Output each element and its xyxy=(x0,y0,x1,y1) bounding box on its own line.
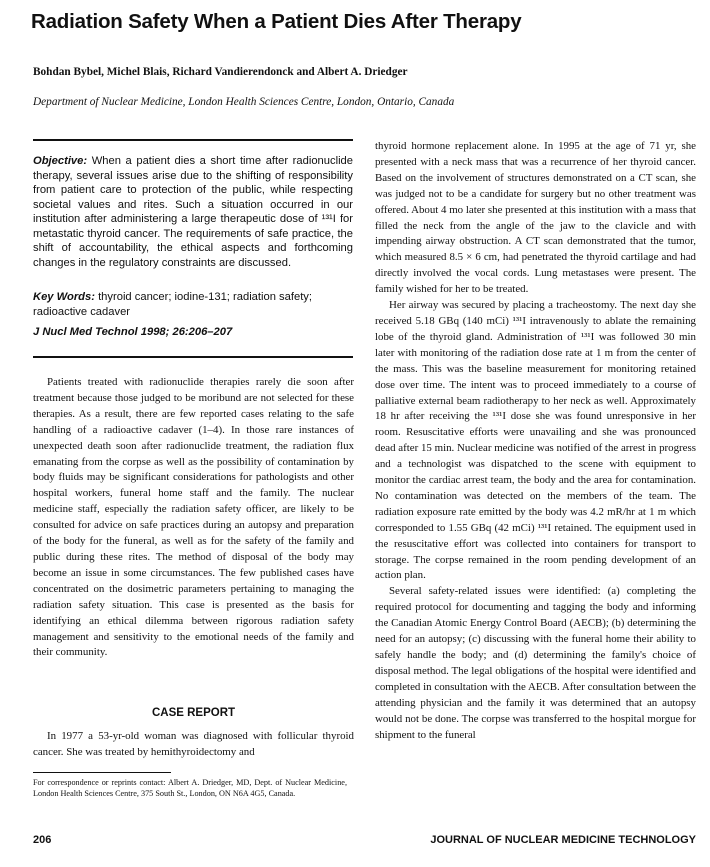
footnote-rule xyxy=(33,772,171,773)
body-paragraph: Several safety-related issues were identified: (a) completing the required protocol for documenting and tagging the body and informing the Canadian Atomic Energy Control Board (AECB); (b) determining the need for an autopsy; (c) discussing with the funeral home their ability to safely handle the body; and (d) determining the family's choice of disposal method. The legal obligations of the hospital were identified and completed in consultation with the AECB. After consultation between the attending physician and the family it was determined that an autopsy would not be done. The corpse was transferred to the hospital morgue for shipment to the funeral xyxy=(375,585,696,741)
case-report-section xyxy=(33,729,354,761)
abstract-bottom-rule xyxy=(33,356,353,358)
objective-label: Objective: xyxy=(33,155,88,167)
abstract-objective xyxy=(33,154,353,270)
keywords-label: Key Words: xyxy=(33,291,95,303)
right-column xyxy=(375,139,696,743)
correspondence-footnote: For correspondence or reprints contact: Albert A. Driedger, MD, Dept. of Nuclear Medicine, London Health Sciences Centre, 375 South St., London, ON N6A 4G5, Canada. xyxy=(33,778,347,798)
article-title: Radiation Safety When a Patient Dies After Therapy xyxy=(31,10,522,33)
body-paragraph: thyroid hormone replacement alone. In 1995 at the age of 71 yr, she presented with a neck mass that was a recurrence of her thyroid cancer. Based on the involvement of structures demonstrated on a CT scan, she was judged not to be a candidate for surgery but no other treatment was offered. About 4 mo later she presented at this institution with a mass that filled the neck from the angle of the jaw to the clavicle and with impending airway obstruction. A CT scan demonstrated that the tumor, which measured 8.5 × 6 cm, had penetrated the thyroid cartilage and had directly involved the vocal cords. Lung metastases were present. The family wished for her to be treated. xyxy=(375,140,697,296)
affiliation: Department of Nuclear Medicine, London Health Sciences Centre, London, Ontario, Canada xyxy=(33,96,455,108)
journal-name-footer: JOURNAL OF NUCLEAR MEDICINE TECHNOLOGY xyxy=(430,834,696,846)
case-report-heading: CASE REPORT xyxy=(151,707,236,719)
abstract-keywords xyxy=(33,290,353,319)
body-paragraph: Her airway was secured by placing a tracheostomy. The next day she received 5.18 GBq (140 mCi) ¹³¹I intravenously to ablate the remaining lobe of the thyroid gland. Administration of ¹³¹I was followed 30 min later with monitoring of the radiation dose rate at 1 m from the center of the mass. This was the baseline measurement for monitoring retained dose over time. The intent was to proceed immediately to a course of palliative external beam radiotherapy to her neck as well. Approximately 18 hr after receiving the ¹³¹I dose she was found unresponsive in her room. Resuscitative efforts were unavailing and she was pronounced dead after 15 min. Nuclear medicine was notified of the arrest in progress and a technologist was dispatched to the scene with equipment to monitor the cardiac arrest team, the body and the area for contamination. No contamination was detected on the members of the team. The radiation exposure rate emitted by the body was 4.2 mR/hr at 1 m which corresponded to 1.55 GBq (42 mCi) ¹³¹I retained. The equipment used in the resuscitative effort was collected into containers for transport to storage. The corpse remained in the room pending development of an action plan. xyxy=(375,299,696,582)
journal-citation: J Nucl Med Technol 1998; 26:206–207 xyxy=(33,326,233,338)
intro-paragraph: Patients treated with radionuclide therapies rarely die soon after treatment because those judged to be moribund are not selected for these therapies. As a result, there are few reported cases relating to the safe handling of a radioactive cadaver (1–4). In those rare instances of unexpected death soon after radionuclide treatment, the radiation flux emanating from the corpse as well as the possibility of contamination by body fluids may be significant considerations for pathologists and other hospital workers, funeral home staff and the family. The nuclear medicine staff, especially the radiation safety officer, are likely to be consulted for advice on safe practices during an autopsy and preparation of the body for the funeral, as well as for the safety of the family and public during these rites. The method of disposal of the body may become an issue in some circumstances. The few published cases have concentrated on the dosimetric parameters pertaining to managing the radiation safety situation. This case is presented as the basis for identifying an ethical dilemma between rigorous radiation safety management and sensitivity to the emotional needs of the family and their community. xyxy=(33,376,354,659)
intro-section xyxy=(33,375,354,661)
case-paragraph: In 1977 a 53-yr-old woman was diagnosed with follicular thyroid cancer. She was treated by hemithyroidectomy and xyxy=(33,730,354,758)
objective-text: When a patient dies a short time after radionuclide therapy, several issues arise due to the shifting of responsibility from patient care to protection of the public, while respecting societal values and rites. Such a situation occurred in our institution after administering a large therapeutic dose of ¹³¹I for metastatic thyroid cancer. The requirements of safe practice, the shift of accountability, the ethical aspects and forthcoming changes in the regulatory constraints are discussed. xyxy=(33,155,354,269)
page-number: 206 xyxy=(33,834,52,846)
abstract-top-rule xyxy=(33,139,353,141)
keywords-text: thyroid cancer; iodine-131; radiation safety; radioactive cadaver xyxy=(33,291,313,318)
author-list: Bohdan Bybel, Michel Blais, Richard Vandierendonck and Albert A. Driedger xyxy=(33,66,408,78)
